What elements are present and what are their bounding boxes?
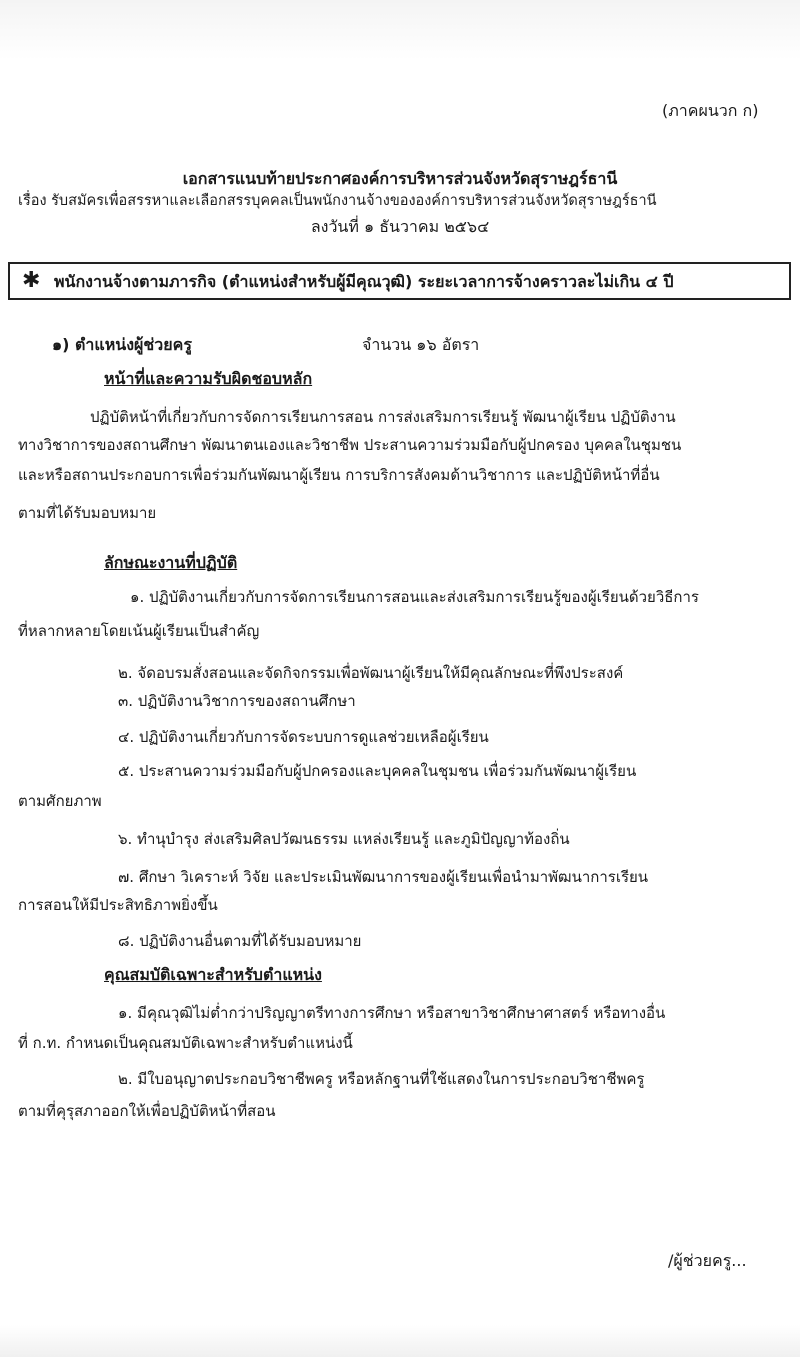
- asterisk-icon: ✱: [22, 268, 41, 293]
- scan-shadow-top: [0, 0, 800, 60]
- work-line: ๗. ศึกษา วิเคราะห์ วิจัย และประเมินพัฒนาการของผู้เรียนเพื่อนำมาพัฒนาการเรียน: [118, 868, 649, 886]
- work-line: ๓. ปฏิบัติงานวิชาการของสถานศึกษา: [118, 692, 356, 710]
- work-line: ๔. ปฏิบัติงานเกี่ยวกับการจัดระบบการดูแลช่วยเหลือผู้เรียน: [118, 728, 489, 746]
- work-line: ๖. ทำนุบำรุง ส่งเสริมศิลปวัฒนธรรม แหล่งเรียนรู้ และภูมิปัญญาท้องถิ่น: [118, 830, 570, 848]
- position-banner: [8, 262, 791, 300]
- work-line: ๑. ปฏิบัติงานเกี่ยวกับการจัดการเรียนการสอนและส่งเสริมการเรียนรู้ของผู้เรียนด้วยวิธีการ: [130, 588, 699, 606]
- work-line: การสอนให้มีประสิทธิภาพยิ่งขึ้น: [18, 896, 218, 914]
- document-title: เอกสารแนบท้ายประกาศองค์การบริหารส่วนจังหวัดสุราษฎร์ธานี: [182, 169, 618, 188]
- work-line: ๕. ประสานความร่วมมือกับผู้ปกครองและบุคคลในชุมชน เพื่อร่วมกันพัฒนาผู้เรียน: [118, 762, 637, 780]
- scan-shadow-bottom: [0, 1325, 800, 1357]
- document-subject: เรื่อง รับสมัครเพื่อสรรหาและเลือกสรรบุคคลเป็นพนักงานจ้างขององค์การบริหารส่วนจังหวัดสุราษฎร์ธานี: [18, 193, 657, 209]
- qualification-line: ๑. มีคุณวุฒิไม่ต่ำกว่าปริญญาตรีทางการศึกษา หรือสาขาวิชาศึกษาศาสตร์ หรือทางอื่น: [118, 1004, 666, 1022]
- work-line: ตามศักยภาพ: [18, 792, 102, 810]
- work-line: ๘. ปฏิบัติงานอื่นตามที่ได้รับมอบหมาย: [118, 932, 362, 950]
- annex-label: (ภาคผนวก ก): [662, 101, 759, 120]
- continuation-marker: /ผู้ช่วยครู...: [668, 1251, 747, 1270]
- duties-line: และหรือสถานประกอบการเพื่อร่วมกันพัฒนาผู้เรียน การบริการสังคมด้านวิชาการ และปฏิบัติหน้าที่อื่น: [18, 466, 660, 484]
- qualification-line: ๒. มีใบอนุญาตประกอบวิชาชีพครู หรือหลักฐานที่ใช้แสดงในการประกอบวิชาชีพครู: [118, 1070, 645, 1088]
- qualifications-heading: คุณสมบัติเฉพาะสำหรับตำแหน่ง: [104, 965, 322, 984]
- duties-heading: หน้าที่และความรับผิดชอบหลัก: [104, 369, 313, 388]
- duties-line: ปฏิบัติหน้าที่เกี่ยวกับการจัดการเรียนการสอน การส่งเสริมการเรียนรู้ พัฒนาผู้เรียน ปฏิบัติงาน: [90, 408, 676, 426]
- position-count: จำนวน ๑๖ อัตรา: [362, 335, 480, 354]
- work-line: ที่หลากหลายโดยเน้นผู้เรียนเป็นสำคัญ: [18, 622, 260, 640]
- banner-text: พนักงานจ้างตามภารกิจ (ตำแหน่งสำหรับผู้มีคุณวุฒิ) ระยะเวลาการจ้างคราวละไม่เกิน ๔ ปี: [54, 272, 674, 291]
- duties-line: ตามที่ได้รับมอบหมาย: [18, 504, 157, 522]
- work-heading: ลักษณะงานที่ปฏิบัติ: [104, 553, 238, 572]
- document-date: ลงวันที่ ๑ ธันวาคม ๒๕๖๔: [310, 217, 490, 236]
- work-line: ๒. จัดอบรมสั่งสอนและจัดกิจกรรมเพื่อพัฒนาผู้เรียนให้มีคุณลักษณะที่พึงประสงค์: [118, 664, 624, 682]
- qualification-line: ตามที่คุรุสภาออกให้เพื่อปฏิบัติหน้าที่สอน: [18, 1102, 276, 1120]
- position-title: ๑) ตำแหน่งผู้ช่วยครู: [52, 335, 192, 354]
- duties-line: ทางวิชาการของสถานศึกษา พัฒนาตนเองและวิชาชีพ ประสานความร่วมมือกับผู้ปกครอง บุคคลในชุมชน: [18, 436, 682, 454]
- qualification-line: ที่ ก.ท. กำหนดเป็นคุณสมบัติเฉพาะสำหรับตำแหน่งนี้: [18, 1034, 353, 1052]
